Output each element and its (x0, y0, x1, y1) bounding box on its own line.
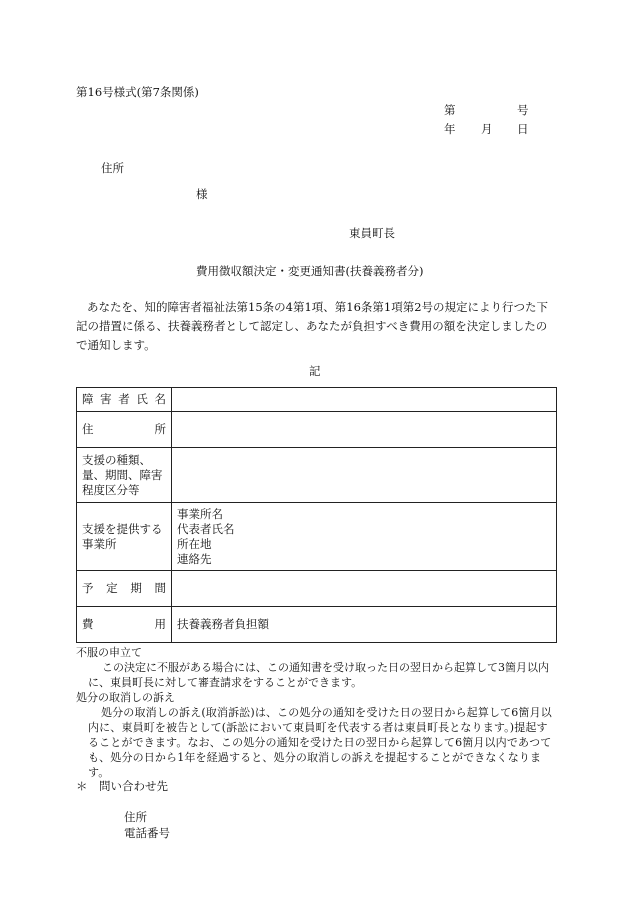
scheduled-period-value (172, 571, 557, 607)
provider-contact-field: 連絡先 (177, 551, 212, 566)
cost-value: 扶養義務者負担額 (172, 607, 557, 643)
table-row (77, 412, 557, 448)
contact-heading: ＊ 問い合わせ先 (76, 779, 168, 793)
sender: 東員町長 (349, 226, 395, 240)
document-title: 費用徴収額決定・変更通知書(扶養義務者分) (196, 264, 424, 278)
date-day: 日 (517, 122, 529, 136)
doc-number-suffix: 号 (517, 103, 529, 117)
ki-label: 記 (309, 364, 321, 378)
lawsuit-section (76, 690, 556, 780)
date-month: 月 (481, 122, 493, 136)
contact-address-label: 住所 (124, 810, 147, 824)
table-row (77, 388, 557, 412)
addressee-address-label: 住所 (101, 161, 124, 175)
support-type-label: 支援の種類、量、期間、障害程度区分等 (77, 448, 172, 503)
cost-label: 費 用 (77, 607, 172, 643)
date-year: 年 (444, 122, 456, 136)
appeal-text: この決定に不服がある場合には、この通知書を受け取った日の翌日から起算して3箇月以内に、東員町長に対して審査請求をすることができます。 (88, 661, 549, 689)
appeal-section (76, 645, 556, 690)
form-number: 第16号様式(第7条関係) (76, 85, 199, 99)
provider-representative-field: 代表者氏名 (177, 521, 235, 536)
appeal-heading: 不服の申立て (76, 646, 142, 659)
recipient-name-label: 障 害 者 氏 名 (77, 388, 172, 412)
support-type-value (172, 448, 557, 503)
provider-name-field: 事業所名 (177, 506, 223, 521)
addressee-honorific: 様 (196, 187, 208, 201)
contact-phone-label: 電話番号 (124, 826, 170, 840)
body-text: あなたを、知的障害者福祉法第15条の4第1項、第16条第1項第2号の規定により行つた下記の措置に係る、扶養義務者として認定し、あなたが負担すべき費用の額を決定しましたので通知します。 (76, 300, 549, 352)
provider-location-field: 所在地 (177, 536, 212, 551)
scheduled-period-label: 予 定 期 間 (77, 571, 172, 607)
address-label: 住 所 (77, 412, 172, 448)
provider-label: 支援を提供する事業所 (77, 503, 172, 571)
table-row (77, 503, 557, 571)
lawsuit-heading: 処分の取消しの訴え (76, 691, 175, 704)
details-table (76, 387, 557, 643)
provider-value (172, 503, 557, 571)
doc-number-prefix: 第 (444, 103, 456, 117)
recipient-name-value (172, 388, 557, 412)
address-value (172, 412, 557, 448)
lawsuit-text: 処分の取消しの訴え(取消訴訟)は、この処分の通知を受けた日の翌日から起算して6箇月以内に、東員町を被告として(訴訟において東員町を代表する者は東員町長となります。)提起することができます。なお、この処分の通知を受けた日の翌日から起算して6箇月以内であつても、処分の日から1年を経過すると、処分の取消しの訴えを提起することができなくなります。 (88, 706, 552, 779)
table-row (77, 448, 557, 503)
table-row (77, 571, 557, 607)
table-row (77, 607, 557, 643)
